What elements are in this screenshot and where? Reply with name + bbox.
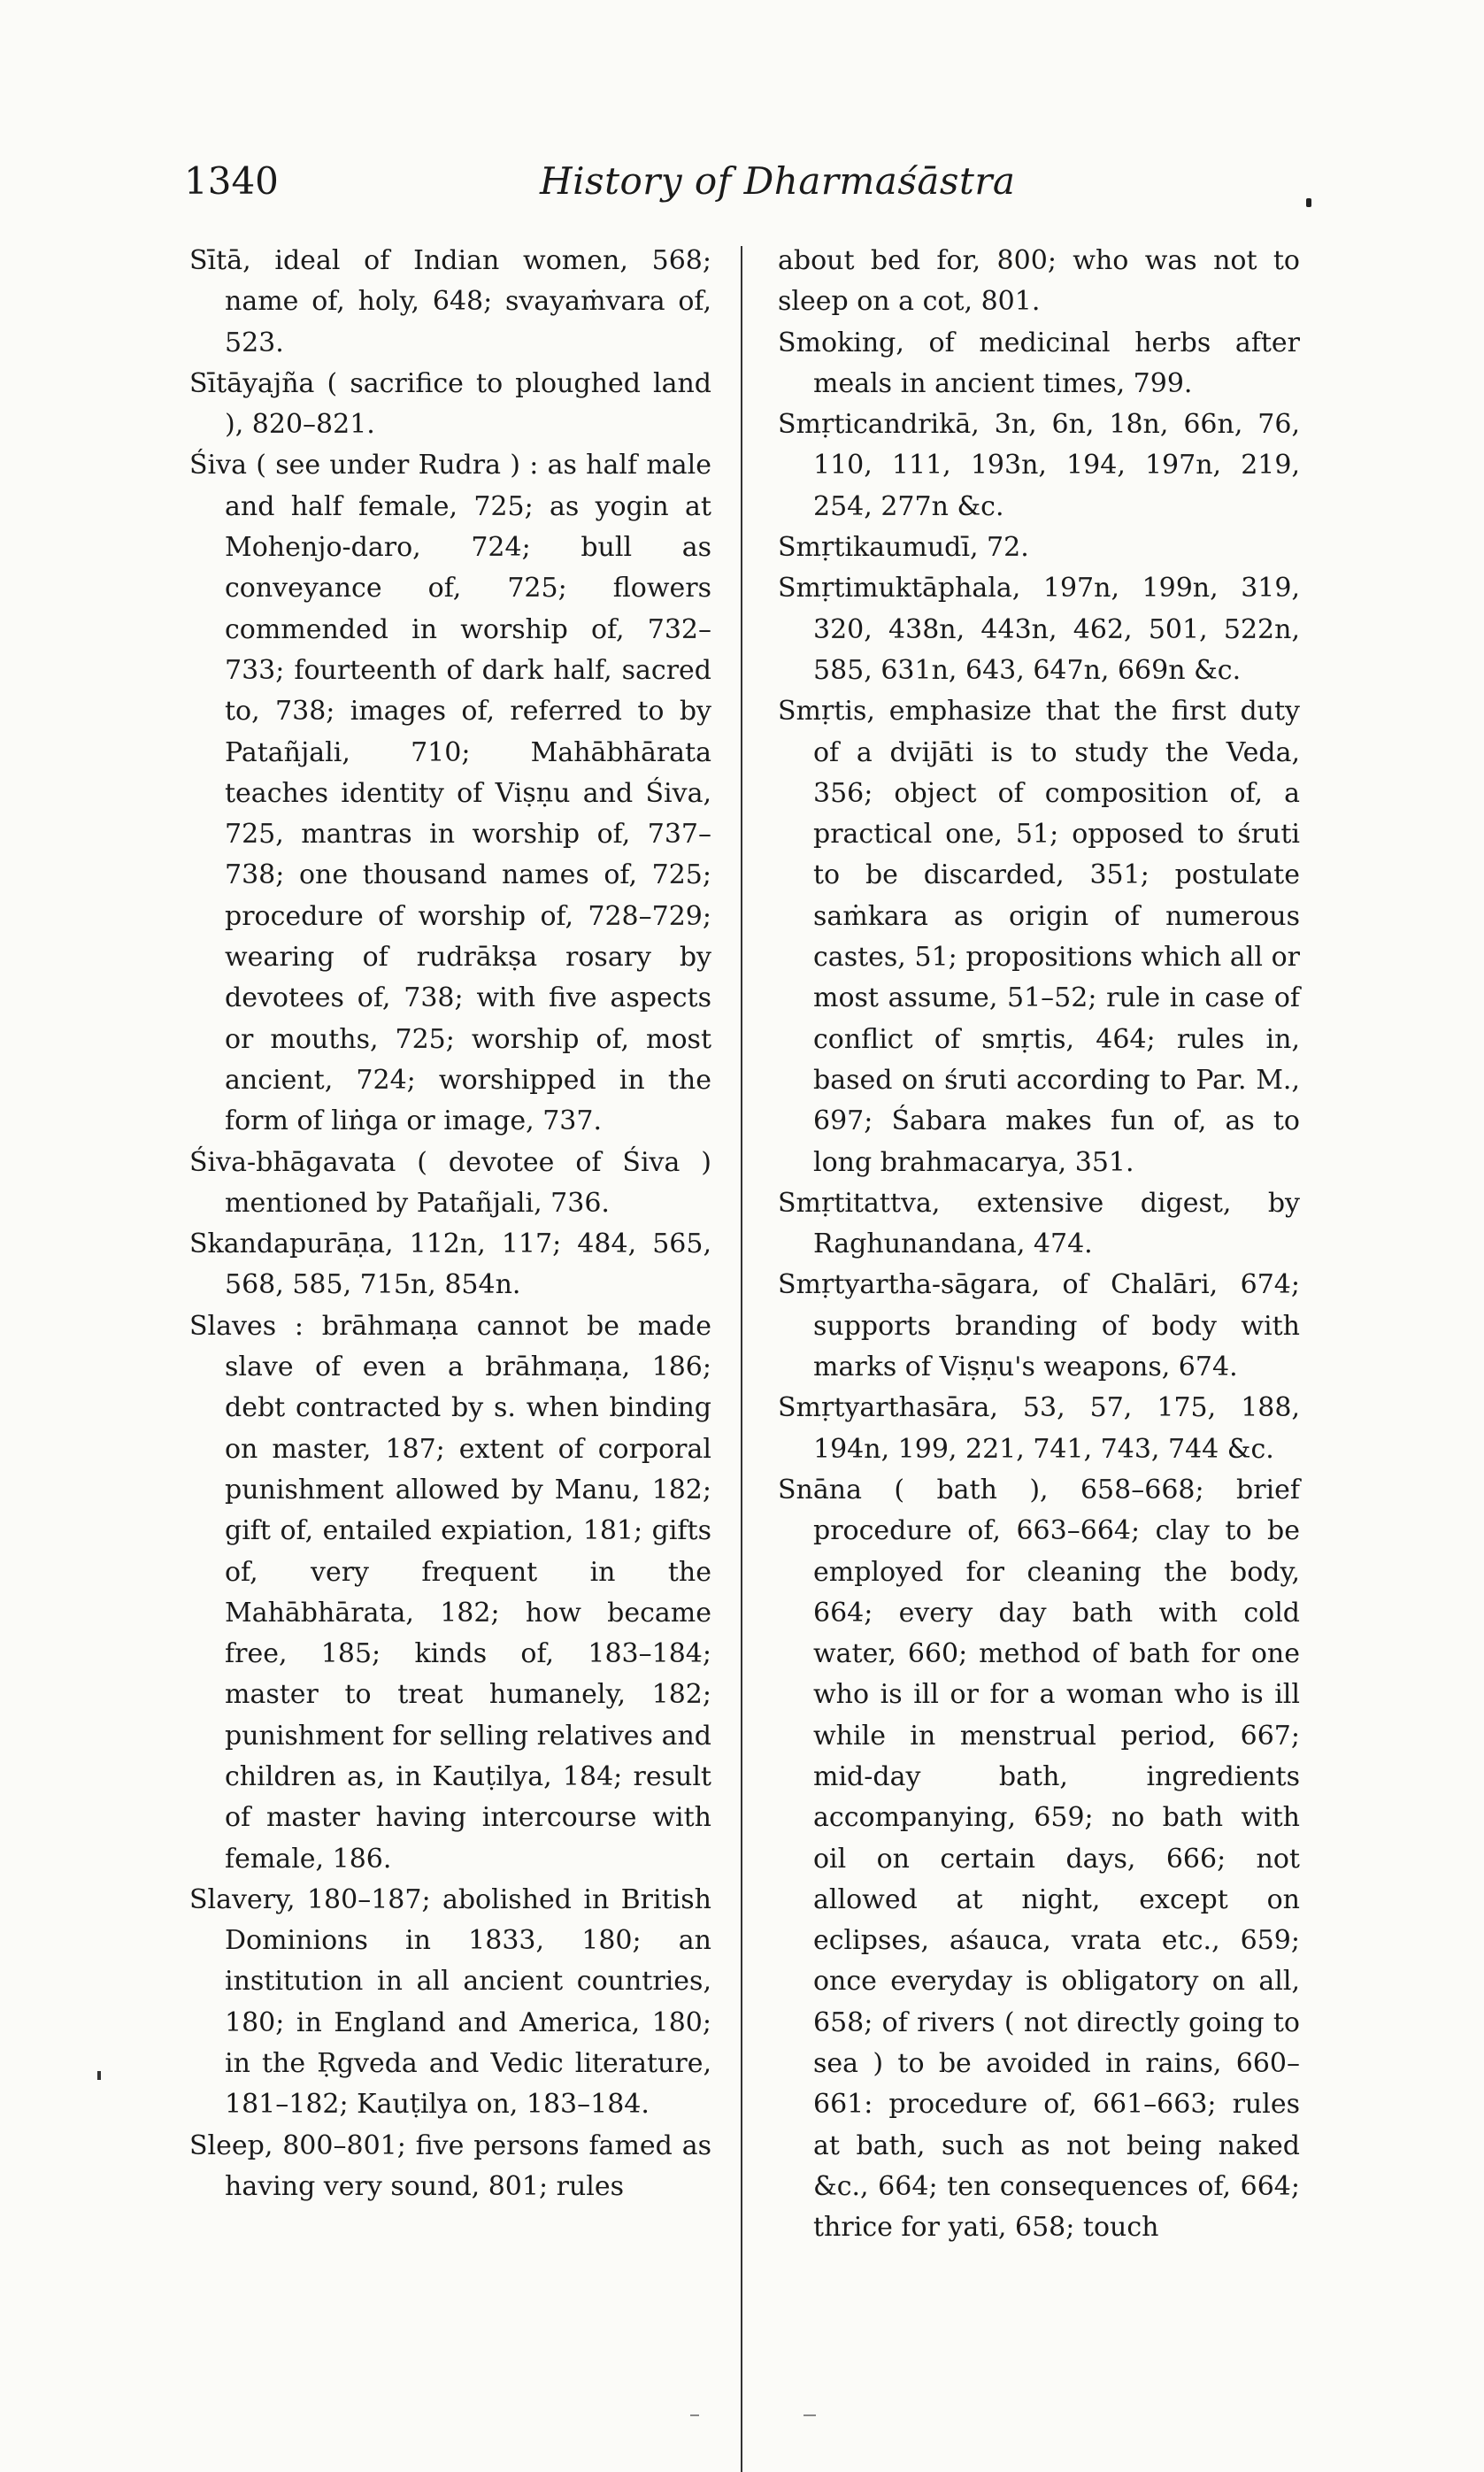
header-ink-mark (1306, 198, 1311, 207)
index-entry-skandapurana: Skandapurāṇa, 112n, 117; 484, 565, 568, 585, 715n, 854n. (189, 1228, 711, 1301)
index-entry-sleep: Sleep, 800–801; five persons famed as having very sound, 801; rules (189, 2129, 711, 2202)
page-header (0, 159, 1484, 221)
margin-ink-mark (97, 2071, 101, 2080)
running-title: History of Dharmaśāstra (540, 159, 1016, 203)
index-entry-smrtikaumudi: Smṛtikaumudī, 72. (778, 532, 1029, 564)
index-entry-snana: Snāna ( bath ), 658–668; brief procedure of, 663–664; clay to be employed for cleaning the body, 664; every day bath with cold water, 660; method of bath for one who is ill or for a woman who is ill while in menstrual period, 667; mid-day bath, ingredients accompanying, 659; no bath with oil on certain days, 666; not allowed at night, except on eclipses, aśauca, vrata etc., 659; once everyday is obligatory on all, 658; of rivers ( not directly going to sea ) to be avoided in rains, 660–661: procedure of, 661–663; rules at bath, such as not being naked &c., 664; ten consequences of, 664; thrice for yati, 658; touch (778, 1474, 1300, 2244)
index-column-right (778, 241, 1300, 2249)
index-entry-sita: Sītā, ideal of Indian women, 568; name of, holy, 648; svayaṁvara of, 523. (189, 245, 711, 358)
index-column-left (189, 241, 711, 2207)
index-entry-sleep-continued: about bed for, 800; who was not to sleep on a cot, 801. (778, 245, 1300, 318)
index-entry-slavery: Slavery, 180–187; abolished in British Dominions in 1833, 180; an institution in all ancient countries, 180; in England and America, 180; in the Ṛgveda and Vedic literature, 181–182; Kauṭilya on, 183–184. (189, 1883, 711, 2121)
index-entry-siva: Śiva ( see under Rudra ) : as half male and half female, 725; as yogin at Mohenjo-daro, 724; bull as conveyance of, 725; flowers commended in worship of, 732–733; fourteenth of dark half, sacred to, 738; images of, referred to by Patañjali, 710; Mahābhārata teaches identity of Viṣṇu and Śiva, 725, mantras in worship of, 737–738; one thousand names of, 725; procedure of worship of, 728–729; wearing of rudrākṣa rosary by devotees of, 738; with five aspects or mouths, 725; worship of, most ancient, 724; worshipped in the form of liṅga or image, 737. (189, 450, 711, 1137)
index-entry-smrtyarthasara: Smṛtyarthasāra, 53, 57, 175, 188, 194n, 199, 221, 741, 743, 744 &c. (778, 1392, 1300, 1465)
index-entry-siva-bhagavata: Śiva-bhāgavata ( devotee of Śiva ) mentioned by Patañjali, 736. (189, 1146, 711, 1219)
bottom-ink-mark (690, 2414, 699, 2416)
index-entry-smrtitattva: Smṛtitattva, extensive digest, by Raghunandana, 474. (778, 1187, 1300, 1260)
index-entry-sitayajna: Sītāyajña ( sacrifice to ploughed land ), 820–821. (189, 367, 711, 441)
index-entry-smrtis: Smṛtis, emphasize that the first duty of a dvijāti is to study the Veda, 356; object of composition of, a practical one, 51; opposed to śruti to be discarded, 351; postulate saṁkara as origin of numerous castes, 51; propositions which all or most assume, 51–52; rule in case of conflict of smṛtis, 464; rules in, based on śruti according to Par. M., 697; Śabara makes fun of, as to long brahmacarya, 351. (778, 696, 1300, 1178)
index-entry-smrticandrika: Smṛticandrikā, 3n, 6n, 18n, 66n, 76, 110, 111, 193n, 194, 197n, 219, 254, 277n &c. (778, 409, 1300, 522)
index-entry-smrtimuktaphala: Smṛtimuktāphala, 197n, 199n, 319, 320, 438n, 443n, 462, 501, 522n, 585, 631n, 643, 647n, 669n &c. (778, 573, 1300, 686)
index-entry-slaves: Slaves : brāhmaṇa cannot be made slave of even a brāhmaṇa, 186; debt contracted by s. when binding on master, 187; extent of corporal punishment allowed by Manu, 182; gift of, entailed expiation, 181; gifts of, very frequent in the Mahābhārata, 182; how became free, 185; kinds of, 183–184; master to treat humanely, 182; punishment for selling relatives and children as, in Kauṭilya, 184; result of master having intercourse with female, 186. (189, 1310, 711, 1875)
index-entry-smoking: Smoking, of medicinal herbs after meals in ancient times, 799. (778, 327, 1300, 399)
index-entry-smrtyartha-sagara: Smṛtyartha-sāgara, of Chalāri, 674; supports branding of body with marks of Viṣṇu's weapons, 674. (778, 1269, 1300, 1383)
bottom-ink-mark (804, 2414, 816, 2416)
column-divider (741, 246, 742, 2472)
page-number: 1340 (184, 159, 279, 203)
